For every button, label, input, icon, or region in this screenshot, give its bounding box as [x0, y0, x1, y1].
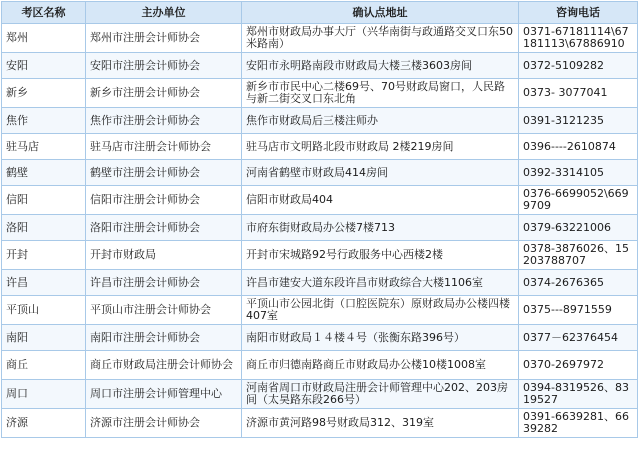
cell-address: 驻马店市文明路北段市财政局 2楼219房间 — [242, 134, 519, 160]
cell-region: 商丘 — [2, 351, 86, 380]
cell-address: 郑州市财政局办事大厅（兴华南街与政通路交叉口东50米路南） — [242, 24, 519, 53]
cell-region: 鹤壁 — [2, 160, 86, 186]
cell-phone: 0378-3876026、15203788707 — [519, 241, 638, 270]
cell-phone: 0370-2697972 — [519, 351, 638, 380]
cell-address: 河南省鹤壁市财政局414房间 — [242, 160, 519, 186]
cell-organizer: 平顶山市注册会计师协会 — [86, 296, 242, 325]
table-row — [2, 108, 638, 134]
cell-region: 平顶山 — [2, 296, 86, 325]
table-row — [2, 351, 638, 380]
cell-address: 市府东街财政局办公楼7楼713 — [242, 215, 519, 241]
cell-address: 信阳市财政局404 — [242, 186, 519, 215]
table-body — [2, 24, 638, 438]
table-row — [2, 270, 638, 296]
cell-region: 南阳 — [2, 325, 86, 351]
cell-region: 焦作 — [2, 108, 86, 134]
cell-organizer: 郑州市注册会计师协会 — [86, 24, 242, 53]
cell-address: 许昌市建安大道东段许昌市财政综合大楼1106室 — [242, 270, 519, 296]
header-region: 考区名称 — [2, 2, 86, 24]
table-row — [2, 409, 638, 438]
cell-region: 信阳 — [2, 186, 86, 215]
table-row — [2, 186, 638, 215]
header-organizer: 主办单位 — [86, 2, 242, 24]
cell-organizer: 焦作市注册会计师协会 — [86, 108, 242, 134]
cell-address: 南阳市财政局１４楼４号（张衡东路396号） — [242, 325, 519, 351]
table-row — [2, 380, 638, 409]
cell-phone: 0379-63221006 — [519, 215, 638, 241]
cell-address: 新乡市市民中心二楼69号、70号财政局窗口，人民路与新二街交叉口东北角 — [242, 79, 519, 108]
cell-organizer: 鹤壁市注册会计师协会 — [86, 160, 242, 186]
cell-phone: 0396----2610874 — [519, 134, 638, 160]
header-address: 确认点地址 — [242, 2, 519, 24]
cell-region: 济源 — [2, 409, 86, 438]
table-row — [2, 160, 638, 186]
cell-organizer: 信阳市注册会计师协会 — [86, 186, 242, 215]
cell-address: 开封市宋城路92号行政服务中心西楼2楼 — [242, 241, 519, 270]
cell-address: 安阳市永明路南段市财政局大楼三楼3603房间 — [242, 53, 519, 79]
cell-region: 驻马店 — [2, 134, 86, 160]
cell-organizer: 新乡市注册会计师协会 — [86, 79, 242, 108]
cell-phone: 0374-2676365 — [519, 270, 638, 296]
cell-organizer: 驻马店市注册会计师协会 — [86, 134, 242, 160]
cell-address: 焦作市财政局后三楼注师办 — [242, 108, 519, 134]
cell-organizer: 周口市注册会计师管理中心 — [86, 380, 242, 409]
cell-organizer: 济源市注册会计师协会 — [86, 409, 242, 438]
cell-address: 平顶山市公园北街（口腔医院东）原财政局办公楼四楼407室 — [242, 296, 519, 325]
table-row — [2, 24, 638, 53]
cell-region: 安阳 — [2, 53, 86, 79]
cell-organizer: 开封市财政局 — [86, 241, 242, 270]
cell-phone: 0392-3314105 — [519, 160, 638, 186]
cell-address: 商丘市归德南路商丘市财政局办公楼10楼1008室 — [242, 351, 519, 380]
exam-confirmation-table — [1, 1, 638, 438]
cell-phone: 0375---8971559 — [519, 296, 638, 325]
cell-region: 周口 — [2, 380, 86, 409]
table-row — [2, 79, 638, 108]
cell-phone: 0377－62376454 — [519, 325, 638, 351]
cell-phone: 0394-8319526、8319527 — [519, 380, 638, 409]
cell-phone: 0372-5109282 — [519, 53, 638, 79]
cell-region: 新乡 — [2, 79, 86, 108]
cell-phone: 0373- 3077041 — [519, 79, 638, 108]
header-row — [2, 2, 638, 24]
cell-organizer: 安阳市注册会计师协会 — [86, 53, 242, 79]
cell-organizer: 南阳市注册会计师协会 — [86, 325, 242, 351]
cell-phone: 0371-67181114\67181113\67886910 — [519, 24, 638, 53]
cell-region: 开封 — [2, 241, 86, 270]
cell-phone: 0376-6699052\6699709 — [519, 186, 638, 215]
cell-organizer: 许昌市注册会计师协会 — [86, 270, 242, 296]
table-row — [2, 241, 638, 270]
table-row — [2, 134, 638, 160]
cell-phone: 0391-6639281、6639282 — [519, 409, 638, 438]
cell-phone: 0391-3121235 — [519, 108, 638, 134]
header-phone: 咨询电话 — [519, 2, 638, 24]
table-row — [2, 296, 638, 325]
table-header — [2, 2, 638, 24]
table-row — [2, 53, 638, 79]
cell-region: 郑州 — [2, 24, 86, 53]
cell-organizer: 洛阳市注册会计师协会 — [86, 215, 242, 241]
cell-organizer: 商丘市财政局注册会计师协会 — [86, 351, 242, 380]
cell-region: 洛阳 — [2, 215, 86, 241]
cell-region: 许昌 — [2, 270, 86, 296]
cell-address: 河南省周口市财政局注册会计师管理中心202、203房间（太昊路东段266号） — [242, 380, 519, 409]
table-row — [2, 325, 638, 351]
table-row — [2, 215, 638, 241]
cell-address: 济源市黄河路98号财政局312、319室 — [242, 409, 519, 438]
